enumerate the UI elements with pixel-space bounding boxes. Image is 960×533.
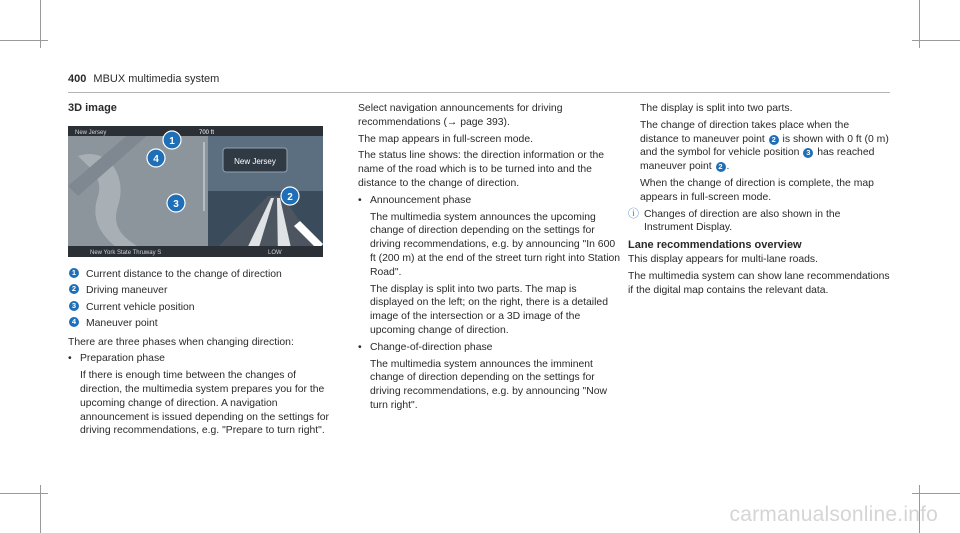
legend-item [68, 284, 330, 298]
legend-number: 4 [69, 317, 79, 327]
phase-3-title: • Change-of-direction phase [358, 341, 623, 355]
lane-heading: Lane recommendations overview [628, 239, 802, 252]
low-label: LOW [268, 250, 282, 256]
callout-3 [167, 194, 185, 212]
phase-2-title: • Announcement phase [358, 194, 623, 208]
svg-text:1: 1 [169, 136, 175, 147]
crop-mark [912, 493, 960, 494]
lane-display-text: This display appears for multi-lane roads. [628, 253, 819, 265]
phase-2-text: The multimedia system announces the upcoming change of direction depending on the settings for driving recommendations, e.g. by announcing "In 600 ft (200 m) at the end of the street turn right into Station Road". [370, 211, 621, 278]
sign-label: New Jersey [234, 157, 276, 166]
phases-intro: There are three phases when changing direction: [68, 336, 294, 348]
legend-text: Driving maneuver [86, 285, 168, 297]
column-middle [358, 102, 623, 413]
lane-recommendation-text: The multimedia system can show lane recommendations if the digital map contains the relevant data. [628, 270, 890, 296]
callout-1 [163, 131, 181, 149]
info-icon: ⓘ [628, 207, 639, 220]
legend-item [68, 301, 330, 315]
phase-1-text: If there is enough time between the changes of direction, the multimedia system prepares you for the upcoming change of direction. A navigation announcement is issued depending on the settings for driving recommendations, e.g. "Prepare to turn right". [80, 370, 329, 437]
map-bottom-label: New York State Thruway S [90, 250, 162, 256]
info-note: ⓘ Changes of direction are also shown in the Instrument Display. [628, 207, 841, 234]
page-number: 400 [68, 73, 87, 85]
column-left-text [68, 268, 330, 438]
column-left [68, 102, 330, 116]
change-direction-text: The change of direction takes place when the distance to maneuver point 2 is shown with 0 ft (0 m) and the symbol for vehicle position 3 has reached maneuver point 2 . [640, 119, 889, 173]
select-announcements-text: Select navigation announcements for driving recommendations (→ page 393). [358, 103, 563, 128]
navigation-3d-illustration [68, 126, 323, 257]
column-right [628, 102, 890, 297]
phase-1-title: • Preparation phase [68, 352, 330, 366]
callout-2 [281, 187, 299, 205]
inline-badge: 2 [716, 162, 726, 172]
phase-2-display-text: The display is split into two parts. The map is displayed on the left; on the right, there is a detailed image of the intersection or a 3D image of the upcoming change of direction. [370, 283, 608, 336]
legend-number: 3 [69, 301, 79, 311]
direction-complete-text: When the change of direction is complete, the map appears in full-screen mode. [640, 177, 874, 203]
crop-mark [0, 40, 48, 41]
map-fullscreen-text: The map appears in full-screen mode. [358, 133, 533, 145]
svg-text:4: 4 [153, 154, 159, 165]
inline-badge: 2 [769, 135, 779, 145]
page-title: MBUX multimedia system [93, 73, 220, 85]
callout-4 [147, 149, 165, 167]
map-top-label: New Jersey [75, 130, 107, 136]
phase-3-text: The multimedia system announces the imminent change of direction depending on the settings for driving recommendations, e.g. by announcing "Now turn right". [370, 358, 608, 411]
inline-badge: 3 [803, 148, 813, 158]
distance-label: 700 ft [199, 130, 215, 136]
display-split-text: The display is split into two parts. [640, 103, 793, 114]
navigation-3d-screenshot [68, 126, 323, 257]
header-rule [68, 92, 890, 93]
legend-text: Current distance to the change of direction [86, 269, 282, 280]
legend-item [68, 317, 330, 331]
crop-mark [912, 40, 960, 41]
watermark-text: carmanualsonline.info [729, 503, 938, 526]
section-heading: 3D image [68, 102, 117, 114]
legend-number: 1 [69, 268, 79, 278]
status-line-text: The status line shows: the direction information or the name of the road which is to be turned into and the distance to the change of direction. [358, 150, 605, 189]
svg-text:2: 2 [287, 192, 293, 203]
legend-text: Current vehicle position [86, 301, 195, 313]
legend-item [68, 268, 330, 282]
svg-text:3: 3 [173, 199, 179, 210]
legend-number: 2 [69, 284, 79, 294]
crop-mark [0, 493, 48, 494]
legend-text: Maneuver point [86, 317, 158, 329]
page-header [68, 73, 219, 85]
